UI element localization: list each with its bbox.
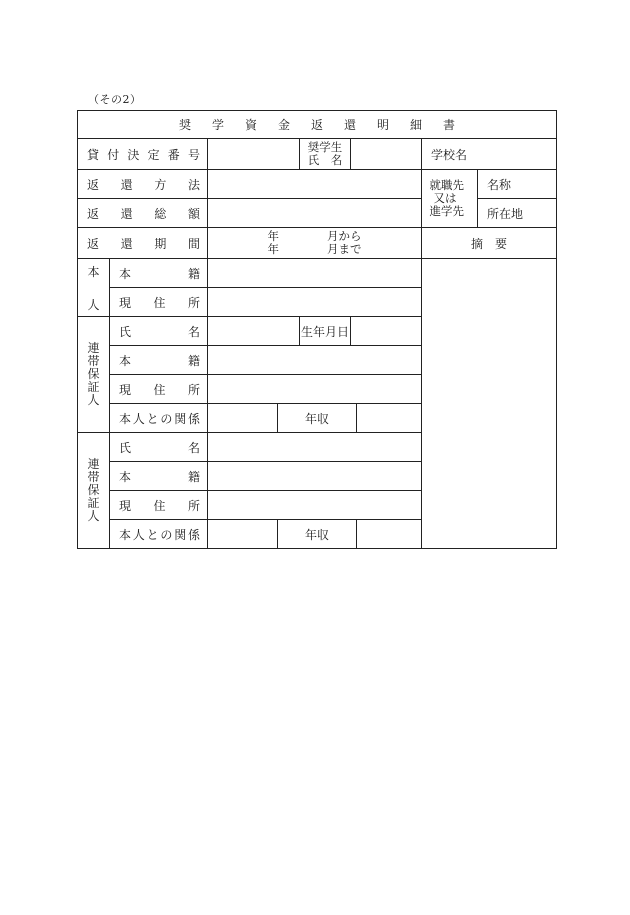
title-char: 還 xyxy=(343,118,356,132)
employer-label-line3: 進学先 xyxy=(429,204,464,218)
guarantor1-address-label: 現住所 xyxy=(110,375,208,404)
guarantor2-label-char: 証 xyxy=(87,496,100,510)
student-name-field[interactable] xyxy=(351,139,422,170)
repayment-period-label: 返還期間 xyxy=(78,228,208,259)
employer-label-line1: 就職先 xyxy=(429,178,464,192)
guarantor2-label-char: 人 xyxy=(87,509,100,523)
guarantor2-label-char: 帯 xyxy=(87,470,100,484)
guarantor1-birthdate-field[interactable] xyxy=(351,317,422,346)
guarantor1-label-char: 人 xyxy=(87,393,100,407)
guarantor1-label xyxy=(78,317,110,433)
guarantor2-label-char: 保 xyxy=(87,483,100,497)
principal-label-bottom: 人 xyxy=(87,297,100,312)
loan-number-label: 貸付決定番号 xyxy=(78,139,208,170)
guarantor2-name-label: 氏名 xyxy=(110,433,208,462)
guarantor1-income-label: 年収 xyxy=(278,404,357,433)
guarantor2-label-char: 連 xyxy=(87,457,100,471)
title-char: 明 xyxy=(376,118,389,132)
title-char: 学 xyxy=(211,118,224,132)
principal-domicile-field[interactable] xyxy=(208,259,422,288)
guarantor1-address-field[interactable] xyxy=(208,375,422,404)
employer-label-line2: 又は xyxy=(433,191,457,205)
guarantor1-birthdate-label: 生年月日 xyxy=(300,317,351,346)
title-char: 資 xyxy=(244,118,257,132)
employer-label xyxy=(422,170,478,228)
guarantor1-label-char: 連 xyxy=(87,341,100,355)
student-name-label-line1: 奨学生 xyxy=(307,140,343,154)
title-char: 書 xyxy=(442,118,455,132)
guarantor2-domicile-label: 本籍 xyxy=(110,462,208,491)
guarantor2-income-label: 年収 xyxy=(278,520,357,549)
title-char: 細 xyxy=(409,118,422,132)
guarantor2-label xyxy=(78,433,110,549)
repayment-period-field[interactable] xyxy=(208,228,422,259)
guarantor1-label-char: 証 xyxy=(87,380,100,394)
employer-name-label: 名称 xyxy=(478,170,557,199)
period-month-to: 月まで xyxy=(327,242,362,256)
student-name-label xyxy=(300,139,351,170)
guarantor2-address-field[interactable] xyxy=(208,491,422,520)
page-label: （その2） xyxy=(88,93,142,106)
repayment-method-field[interactable] xyxy=(208,170,422,199)
student-name-label-line2: 氏 名 xyxy=(307,153,343,167)
guarantor2-income-field[interactable] xyxy=(357,520,422,549)
remarks-label: 摘 要 xyxy=(422,228,557,259)
repayment-statement-form xyxy=(77,110,557,549)
period-month-from: 月から xyxy=(327,229,362,243)
principal-address-field[interactable] xyxy=(208,288,422,317)
loan-number-field[interactable] xyxy=(208,139,300,170)
guarantor1-income-field[interactable] xyxy=(357,404,422,433)
principal-domicile-label: 本籍 xyxy=(110,259,208,288)
form-title xyxy=(78,111,557,139)
guarantor2-domicile-field[interactable] xyxy=(208,462,422,491)
period-year-from: 年 xyxy=(267,229,279,243)
principal-label xyxy=(78,259,110,317)
employer-address-label: 所在地 xyxy=(478,199,557,228)
guarantor1-relation-field[interactable] xyxy=(208,404,278,433)
principal-address-label: 現住所 xyxy=(110,288,208,317)
guarantor1-name-field[interactable] xyxy=(208,317,300,346)
guarantor1-name-label: 氏名 xyxy=(110,317,208,346)
guarantor1-domicile-label: 本籍 xyxy=(110,346,208,375)
school-name-label: 学校名 xyxy=(422,139,557,170)
guarantor1-label-char: 保 xyxy=(87,367,100,381)
title-char: 金 xyxy=(277,118,290,132)
guarantor2-relation-label: 本人との関係 xyxy=(110,520,208,549)
guarantor1-label-char: 帯 xyxy=(87,354,100,368)
guarantor2-relation-field[interactable] xyxy=(208,520,278,549)
principal-label-top: 本 xyxy=(87,264,100,279)
repayment-method-label: 返還方法 xyxy=(78,170,208,199)
guarantor2-name-field[interactable] xyxy=(208,433,422,462)
repayment-total-label: 返還総額 xyxy=(78,199,208,228)
guarantor2-address-label: 現住所 xyxy=(110,491,208,520)
title-char: 奨 xyxy=(178,118,191,132)
guarantor1-relation-label: 本人との関係 xyxy=(110,404,208,433)
remarks-field[interactable] xyxy=(422,259,557,549)
guarantor1-domicile-field[interactable] xyxy=(208,346,422,375)
repayment-total-field[interactable] xyxy=(208,199,422,228)
period-year-to: 年 xyxy=(267,242,279,256)
title-char: 返 xyxy=(310,118,323,132)
